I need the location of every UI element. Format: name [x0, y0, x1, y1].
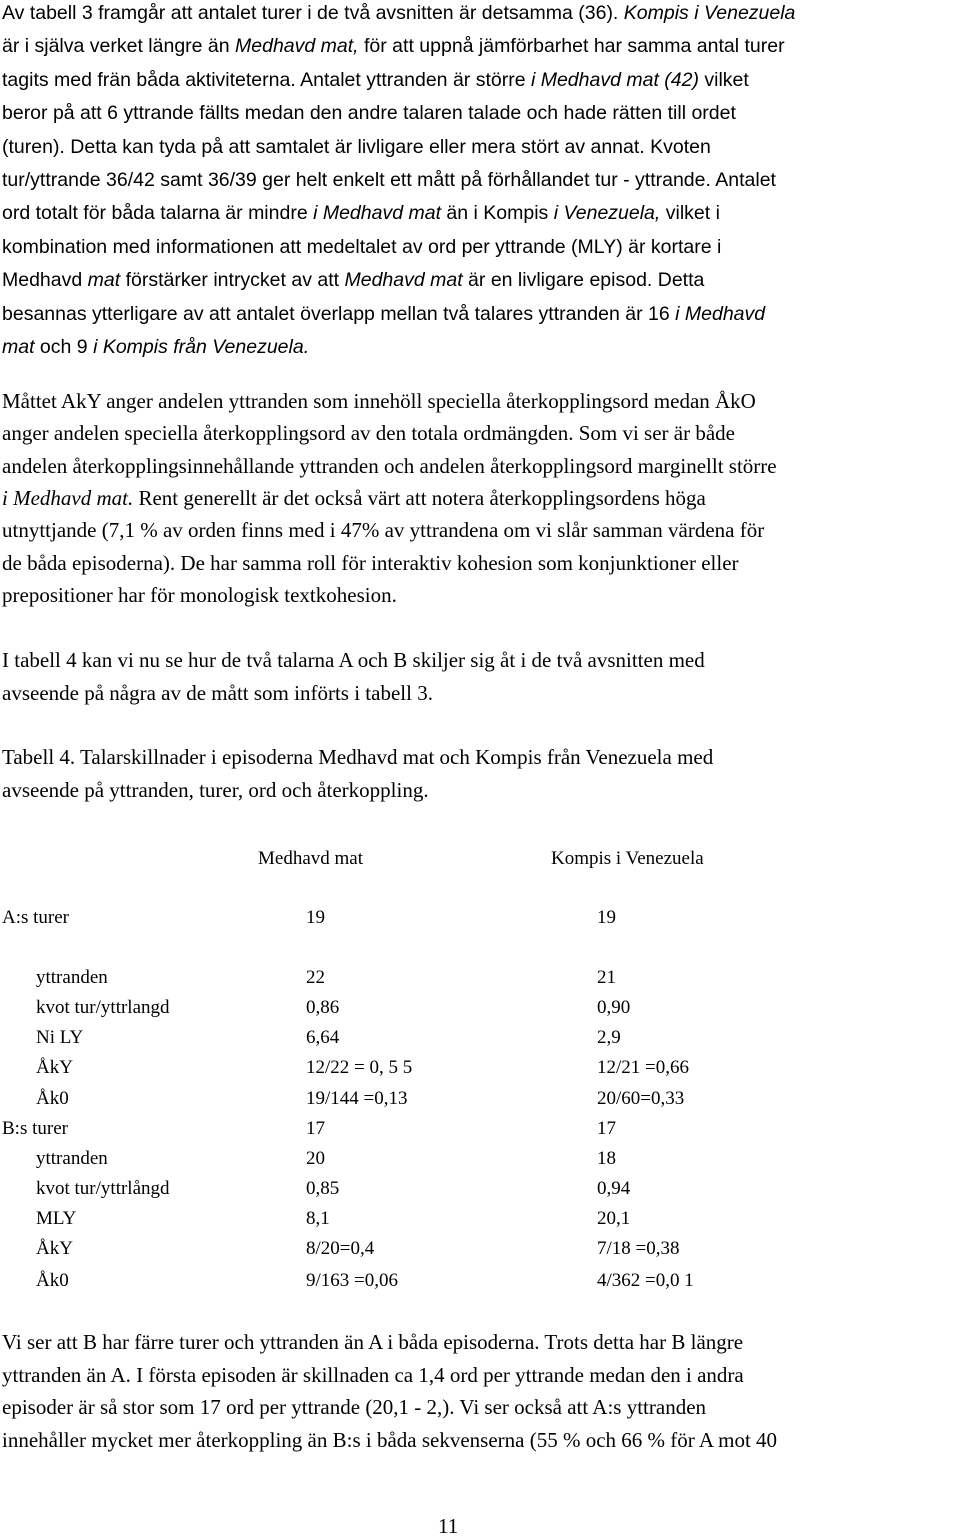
text-segment: kombination med informationen att medeltalet av ord per yttrande (MLY) är kortare i: [2, 235, 722, 258]
page-number: 11: [438, 1514, 459, 1538]
text-segment: Måttet AkY anger andelen yttranden som innehöll speciella återkopplingsord medan ÅkO: [2, 389, 756, 413]
text-line: [2, 1428, 777, 1453]
text-segment: är en livligare episod. Detta: [462, 269, 705, 292]
text-segment: de båda episoderna). De har samma roll för interaktiv kohesion som konjunktioner eller: [2, 550, 739, 575]
cell-kompis-i-venezuela: 18: [597, 1148, 616, 1169]
text-segment: andelen återkopplingsinnehållande yttranden och andelen återkopplingsord marginellt större: [2, 453, 777, 478]
table-header-medhavd-mat: Medhavd mat: [258, 848, 364, 869]
cell-medhavd-mat: 22: [306, 967, 325, 988]
row-label: Ni LY: [36, 1027, 84, 1048]
text-line: [2, 648, 705, 673]
cell-kompis-i-venezuela: 2,9: [597, 1027, 621, 1048]
text-segment: Vi ser att B har färre turer och yttranden än A i båda episoderna. Trots detta har B längre: [2, 1330, 744, 1354]
text-line: [2, 35, 785, 58]
cell-medhavd-mat: 8,1: [306, 1208, 330, 1229]
cell-kompis-i-venezuela: 19: [597, 907, 616, 928]
cell-kompis-i-venezuela: 0,94: [597, 1178, 631, 1199]
text-line: [2, 389, 756, 414]
text-segment: beror på att 6 yttrande fällts medan den andre talaren talade och hade rätten till ordet: [2, 102, 736, 125]
cell-kompis-i-venezuela: 12/21 =0,66: [597, 1057, 689, 1078]
cell-kompis-i-venezuela: 0,90: [597, 997, 631, 1018]
text-line: [2, 102, 736, 125]
row-label: yttranden: [36, 1148, 108, 1169]
text-segment: än i Kompis: [441, 202, 554, 225]
row-label: kvot tur/yttrlångd: [36, 1178, 170, 1199]
cell-medhavd-mat: 12/22 = 0, 5 5: [306, 1057, 413, 1078]
text-line: [2, 1330, 743, 1355]
text-line: [2, 136, 711, 159]
text-segment: episoder är så stor som 17 ord per yttrande (20,1 - 2,). Vi ser också att A:s yttranden: [2, 1395, 707, 1420]
italic-text-segment: mat: [87, 269, 121, 292]
text-segment: Av tabell 3 framgår att antalet turer i de två avsnitten är detsamma (36).: [2, 2, 624, 24]
row-label: MLY: [36, 1208, 77, 1229]
row-label: yttranden: [36, 967, 108, 988]
text-line: [2, 778, 429, 803]
text-line: [2, 169, 776, 192]
text-segment: Tabell 4. Talarskillnader i episoderna Medhavd mat och Kompis från Venezuela med: [2, 745, 714, 769]
row-label: B:s turer: [2, 1118, 68, 1139]
row-label: Åk0: [36, 1270, 69, 1291]
text-line: [2, 745, 713, 770]
text-line: [2, 69, 749, 92]
cell-medhavd-mat: 17: [306, 1118, 325, 1139]
text-line: [2, 1363, 744, 1388]
italic-text-segment: i Medhavd: [675, 302, 766, 325]
text-segment: innehåller mycket mer återkoppling än B:s i båda sekvenserna (55 % och 66 % för A mot 40: [2, 1428, 778, 1453]
text-segment: tagits med frän båda aktiviteterna. Antalet yttranden är större: [2, 68, 531, 91]
text-line: [2, 518, 764, 543]
row-label: ÅkY: [36, 1057, 73, 1078]
text-segment: Rent generellt är det också värt att notera återkopplingsordens höga: [133, 485, 706, 510]
text-line: [2, 421, 735, 446]
cell-medhavd-mat: 8/20=0,4: [306, 1238, 375, 1259]
text-segment: avseende på yttranden, turer, ord och återkoppling.: [2, 778, 429, 802]
text-line: [2, 681, 433, 706]
text-line: [2, 236, 721, 259]
text-segment: för att uppnå jämförbarhet har samma antal turer: [358, 35, 785, 58]
row-label: Åk0: [36, 1088, 69, 1109]
cell-medhavd-mat: 9/163 =0,06: [306, 1270, 398, 1291]
cell-kompis-i-venezuela: 7/18 =0,38: [597, 1238, 680, 1259]
text-segment: avseende på några av de mått som införts i tabell 3.: [2, 680, 433, 705]
cell-medhavd-mat: 19/144 =0,13: [306, 1088, 408, 1109]
cell-medhavd-mat: 6,64: [306, 1027, 340, 1048]
text-segment: prepositioner har för monologisk textkohesion.: [2, 582, 397, 607]
italic-text-segment: i Medhavd mat.: [2, 485, 134, 510]
text-segment: Medhavd: [2, 269, 88, 292]
italic-text-segment: Kompis i Venezuela: [623, 2, 796, 24]
cell-kompis-i-venezuela: 20,1: [597, 1208, 631, 1229]
text-segment: och 9: [34, 336, 94, 358]
cell-kompis-i-venezuela: 17: [597, 1118, 616, 1139]
text-segment: I tabell 4 kan vi nu se hur de två talarna A och B skiljer sig åt i de två avsnitten med: [2, 648, 705, 672]
cell-medhavd-mat: 19: [306, 907, 325, 928]
text-segment: yttranden än A. I första episoden är skillnaden ca 1,4 ord per yttrande medan den i andra: [2, 1362, 744, 1387]
italic-text-segment: i Kompis från Venezuela.: [93, 336, 310, 358]
table-header-kompis-i-venezuela: Kompis i Venezuela: [551, 848, 704, 869]
cell-medhavd-mat: 0,85: [306, 1178, 340, 1199]
cell-kompis-i-venezuela: 20/60=0,33: [597, 1088, 685, 1109]
row-label: kvot tur/yttrlangd: [36, 997, 170, 1018]
text-line: [2, 454, 777, 479]
cell-kompis-i-venezuela: 4/362 =0,0 1: [597, 1270, 694, 1291]
text-line: [2, 551, 739, 576]
cell-medhavd-mat: 20: [306, 1148, 325, 1169]
text-segment: anger andelen speciella återkopplingsord av den totala ordmängden. Som vi ser är både: [2, 421, 735, 446]
text-segment: är i själva verket längre än: [2, 35, 236, 58]
italic-text-segment: Medhavd mat,: [235, 35, 359, 58]
text-line: [2, 2, 795, 25]
row-label: A:s turer: [2, 907, 70, 928]
text-segment: utnyttjande (7,1 % av orden finns med i 47% av yttrandena om vi slår samman värdena för: [2, 518, 765, 543]
cell-medhavd-mat: 0,86: [306, 997, 340, 1018]
text-segment: vilket i: [660, 202, 720, 225]
italic-text-segment: Medhavd mat: [344, 269, 463, 292]
text-line: [2, 1395, 706, 1420]
italic-text-segment: mat: [2, 336, 35, 358]
text-line: [2, 336, 309, 359]
italic-text-segment: i Medhavd mat: [313, 202, 441, 225]
cell-kompis-i-venezuela: 21: [597, 967, 616, 988]
text-segment: tur/yttrande 36/42 samt 36/39 ger helt enkelt ett mått på förhållandet tur - yttrande. Antalet: [2, 169, 776, 191]
text-segment: besannas ytterligare av att antalet överlapp mellan två talares yttranden är 16: [2, 302, 676, 325]
text-line: [2, 202, 720, 225]
text-line: [2, 269, 704, 292]
italic-text-segment: i Medhavd mat (42): [530, 68, 699, 91]
text-segment: ord totalt för båda talarna är mindre: [2, 202, 314, 225]
row-label: ÅkY: [36, 1238, 73, 1259]
text-segment: (turen). Detta kan tyda på att samtalet är livligare eller mera stört av annat. Kvoten: [2, 135, 711, 158]
italic-text-segment: i Venezuela,: [553, 202, 661, 225]
text-segment: förstärker intrycket av att: [120, 269, 345, 292]
text-line: [2, 486, 706, 511]
text-line: [2, 303, 765, 326]
text-line: [2, 583, 397, 608]
text-segment: vilket: [698, 68, 749, 91]
